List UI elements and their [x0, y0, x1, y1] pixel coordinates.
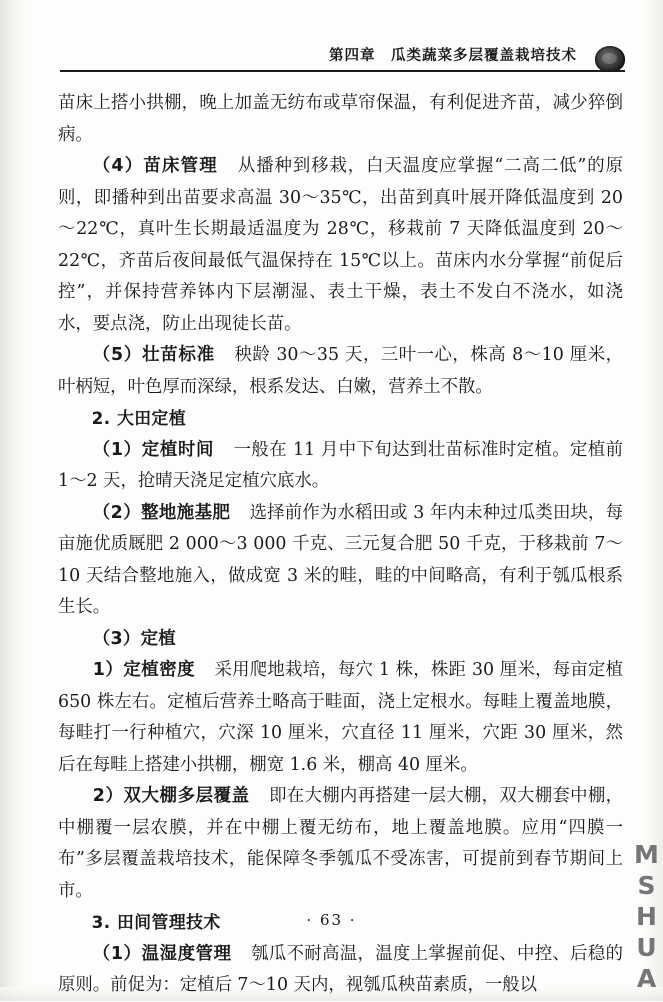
paragraph-7-label: 1）定植密度 [92, 660, 196, 680]
watermark-text: MSHUA [632, 840, 661, 995]
paragraph-9-text: 瓠瓜不耐高温，温度上掌握前促、中控、后稳的原则。前促为：定植后 7～10 天内，视瓠瓜秧苗素质，一般以 [58, 943, 623, 995]
paragraph-4 [58, 435, 623, 498]
paragraph-3-label: （5）壮苗标准 [92, 345, 215, 365]
paragraph-5 [58, 498, 623, 624]
scan-edge-left [0, 0, 26, 1001]
page-body [58, 88, 623, 1002]
paragraph-8-label: 2）双大棚多层覆盖 [92, 786, 250, 806]
publisher-emblem-icon [595, 46, 625, 72]
paragraph-7 [58, 655, 623, 781]
paragraph-8-text: 即在大棚内再搭建一层大棚，双大棚套中棚，中棚覆一层农膜，并在中棚上覆无纺布，地上覆盖地膜。应用“四膜一布”多层覆盖栽培技术，能保障冬季瓠瓜不受冻害，可提前到春节期间上市。 [58, 786, 623, 901]
paragraph-2 [58, 151, 623, 340]
paragraph-3-text: 秧龄 30～35 天，三叶一心，株高 8～10 厘米，叶柄短，叶色厚而深绿，根系发达、白嫩，营养土不散。 [58, 345, 623, 397]
paragraph-2-label: （4）苗床管理 [92, 156, 218, 176]
header-divider [60, 70, 625, 72]
paragraph-2-text: 从播种到移栽，白天温度应掌握“二高二低”的原则，即播种到出苗要求高温 30～35℃，出苗到真叶展开降低温度到 20～22℃，真叶生长期最适温度为 28℃，移栽前 7 天降低温度到 20～22℃，齐苗后夜间最低气温保持在 15℃以上。苗床内水分掌握“前促后控”，并保持营养钵内下层潮湿、表土干燥，表土不发白不浇水，如浇水，要点浇，防止出现徒长苗。 [58, 156, 623, 334]
page-number: · 63 · [306, 911, 357, 929]
paragraph-6 [58, 624, 623, 656]
paragraph-9 [58, 939, 623, 1002]
paragraph-6-label: （3）定植 [92, 628, 176, 649]
running-head-title: 第四章 瓜类蔬菜多层覆盖栽培技术 [329, 48, 577, 64]
heading-2-dating: 2. 大田定植 [91, 408, 187, 428]
heading-3-field-management: 3. 田间管理技术 [91, 912, 221, 932]
paragraph-9-label: （1）温湿度管理 [92, 943, 232, 964]
paragraph-5-label: （2）整地施基肥 [92, 502, 231, 523]
paragraph-3 [58, 340, 623, 403]
paragraph-1: 苗床上搭小拱棚，晚上加盖无纺布或草帘保温，有利促进齐苗，减少猝倒病。 [58, 93, 623, 145]
paragraph-4-label: （1）定植时间 [92, 439, 215, 460]
running-head [60, 44, 625, 74]
paragraph-7-text: 采用爬地栽培，每穴 1 株，株距 30 厘米，每亩定植 650 株左右。定植后营养土略高于畦面，浇上定根水。每畦上覆盖地膜，每畦打一行种植穴，穴深 10 厘米，穴直径 11 厘米，穴距 30 厘米，然后在每畦上搭建小拱棚，棚宽 1.6 米，棚高 40 厘米。 [58, 660, 623, 775]
paragraph-4-text: 一般在 11 月中下旬达到壮苗标准时定植。定植前 1～2 天，抢晴天浇足定植穴底水。 [58, 439, 623, 491]
paragraph-8 [58, 781, 623, 907]
paragraph-5-text: 选择前作为水稻田或 3 年内未种过瓜类田块，每亩施优质厩肥 2 000～3 000 千克、三元复合肥 50 千克，于移栽前 7～10 天结合整地施入，做成宽 3 米的畦，畦的中间略高，有利于瓠瓜根系生长。 [58, 502, 623, 617]
